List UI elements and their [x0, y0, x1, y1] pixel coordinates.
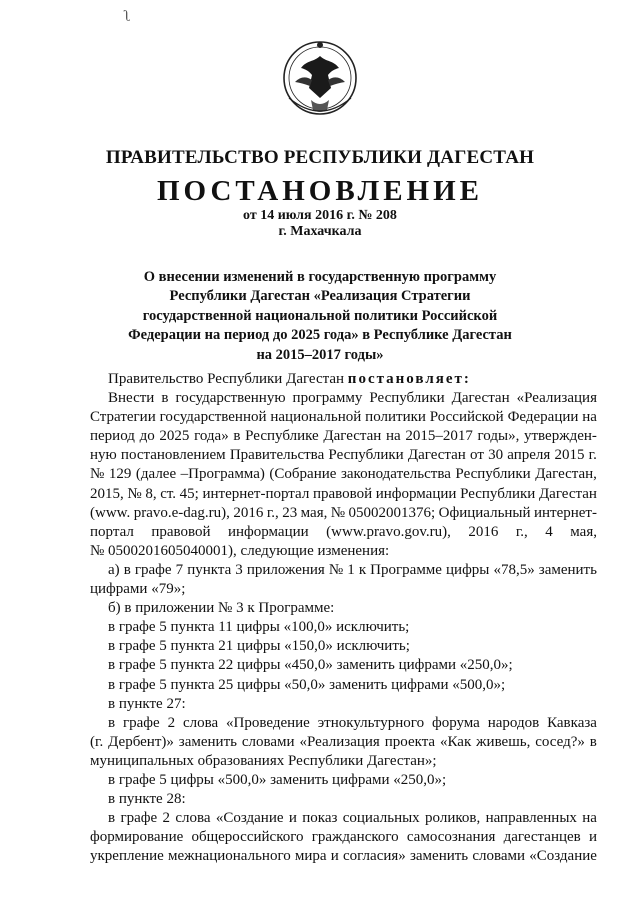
body-line: в пункте 27: — [108, 695, 186, 712]
body-line: № 129 (далее –Программа) (Собрание законодательства Республики Дагестан, — [90, 466, 597, 483]
body-line: № 0500201605040001), следующие изменения: — [90, 542, 390, 559]
body-line: 2015, № 8, ст. 45; интернет-портал правовой информации Республики Дагестан — [90, 485, 597, 502]
body-line: Стратегии государственной национальной политики Российской Федерации на — [90, 409, 597, 426]
decree-word: постановляет: — [347, 371, 471, 387]
word: 2016 — [468, 523, 499, 540]
intro-line — [90, 370, 597, 389]
body-line: в графе 5 пункта 21 цифры «150,0» исключить; — [108, 638, 410, 655]
subject-line: Республики Дагестан «Реализация Стратегии — [169, 288, 471, 305]
body-line: муниципальных образованиях Республики Дагестан»; — [90, 752, 437, 769]
body-line: в графе 5 пункта 11 цифры «100,0» исключить; — [108, 619, 410, 636]
document-type-heading: ПОСТАНОВЛЕНИЕ — [156, 175, 483, 207]
decree-subject — [110, 268, 530, 365]
body-line: укрепление межнационального мира и согласия» заменить словами «Создание — [90, 848, 597, 865]
handwritten-mark: ʅ — [124, 8, 131, 25]
body-line: цифрами «79»; — [90, 581, 186, 598]
body-line: в пункте 28: — [108, 791, 186, 808]
subject-line: О внесении изменений в государственную программу — [143, 269, 497, 285]
date-number-line: от 14 июля 2016 г. № 208 — [243, 208, 397, 223]
body-line: в графе 2 слова «Проведение этнокультурного форума народов Кавказа — [108, 714, 597, 731]
body-line: (г. Дербент)» заменить словами «Реализация проекта «Как живешь, сосед?» в — [90, 733, 597, 750]
body-line-justified — [90, 523, 597, 542]
word: (www.pravo.gov.ru), — [326, 523, 451, 540]
body-line: Внести в государственную программу Республики Дагестан «Реализация — [108, 390, 597, 407]
decree-body — [90, 370, 597, 866]
body-line: б) в приложении № 3 к Программе: — [108, 600, 335, 617]
body-line: в графе 5 цифры «500,0» заменить цифрами «250,0»; — [108, 771, 447, 788]
body-line: в графе 5 пункта 22 цифры «450,0» заменить цифрами «250,0»; — [108, 657, 513, 674]
word: информации — [228, 523, 309, 540]
word: портал — [90, 523, 134, 540]
body-line: в графе 2 слова «Создание и показ социальных роликов, направленных на — [108, 810, 597, 827]
city-line: г. Махачкала — [278, 224, 362, 239]
word: правовой — [151, 523, 211, 540]
word: мая, — [570, 523, 597, 540]
intro-text: Правительство Республики Дагестан — [108, 371, 348, 387]
body-line: ную постановлением Правительства Республики Дагестан от 30 апреля 2015 г. — [90, 447, 597, 464]
body-line: в графе 5 пункта 25 цифры «50,0» заменить цифрами «500,0»; — [108, 676, 506, 693]
word: 4 — [545, 523, 553, 540]
body-line: формирование общероссийского гражданского самосознания дагестанцев и — [90, 829, 597, 846]
coat-of-arms-emblem — [281, 38, 359, 120]
body-line: а) в графе 7 пункта 3 приложения № 1 к Программе цифры «78,5» заменить — [108, 561, 597, 578]
subject-line: государственной национальной политики Российской — [142, 307, 498, 324]
subject-line: на 2015–2017 годы» — [256, 346, 384, 363]
word: г., — [515, 523, 528, 540]
subject-line: Федерации на период до 2025 года» в Республике Дагестан — [128, 327, 512, 344]
government-title: ПРАВИТЕЛЬСТВО РЕСПУБЛИКИ ДАГЕСТАН — [105, 147, 535, 168]
body-line: (www. pravo.e-dag.ru), 2016 г., 23 мая, № 05002001376; Официальный интернет- — [90, 504, 597, 521]
body-line: период до 2025 года» в Республике Дагестан на 2015–2017 годы», утвержден- — [90, 428, 597, 445]
